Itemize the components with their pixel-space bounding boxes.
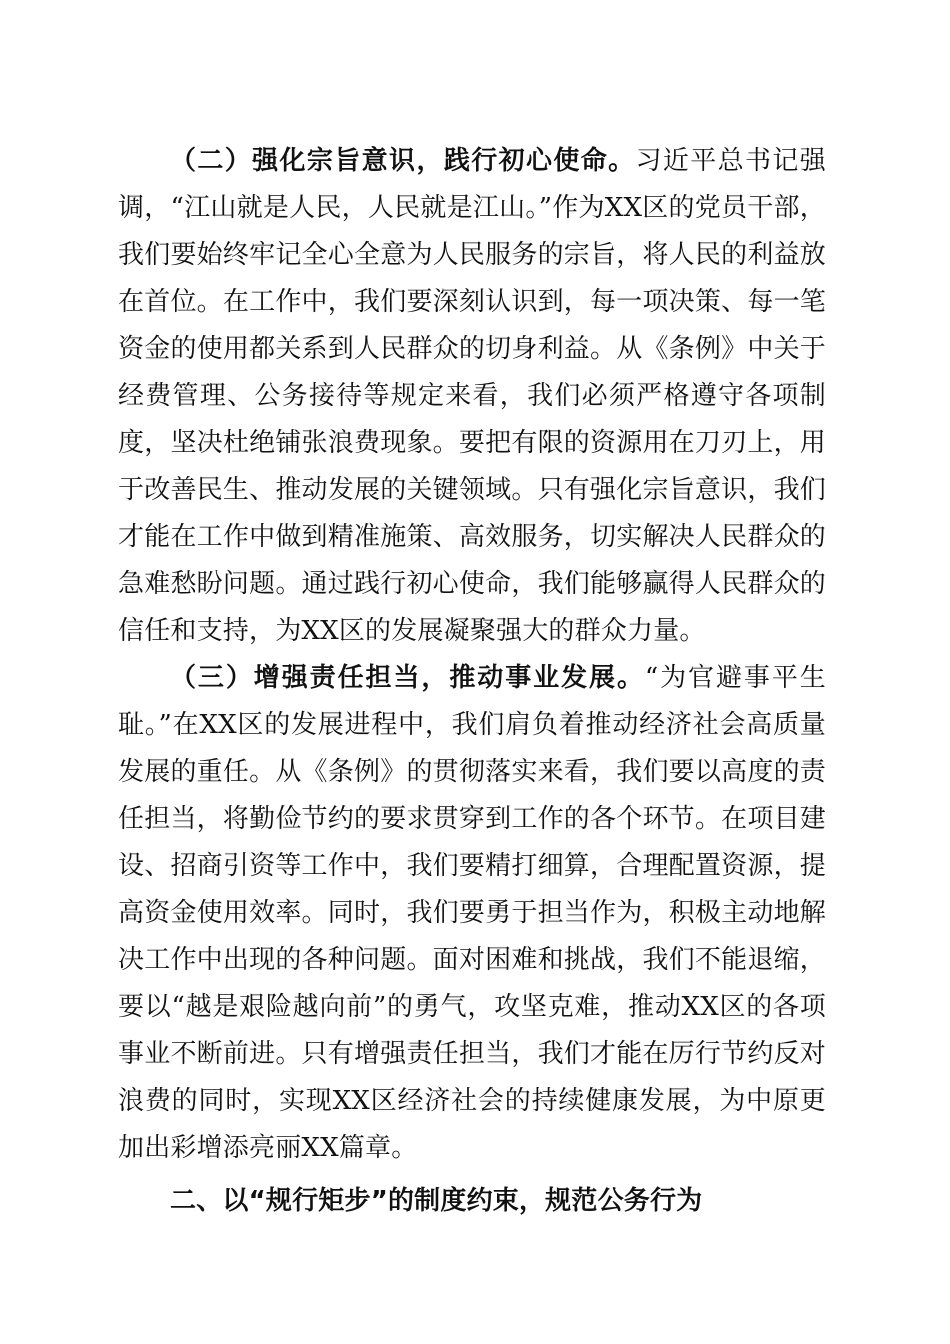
paragraph-text: “为官避事平生耻。”在XX区的发展进程中，我们肩负着推动经济社会高质量发展的重任。从《条例》的贯彻落实来看，我们要以高度的责任担当，将勤俭节约的要求贯穿到工作的各个环节。在项目建设、招商引资等工作中，我们要精打细算，合理配置资源，提高资金使用效率。同时，我们要勇于担当作为，积极主动地解决工作中出现的各种问题。面对困难和挑战，我们不能退缩，要以“越是艰险越向前”的勇气，攻坚克难，推动XX区的各项事业不断前进。只有增强责任担当，我们才能在厉行节约反对浪费的同时，实现XX区经济社会的持续健康发展，为中原更加出彩增添亮丽XX篇章。	[118, 663, 826, 1163]
paragraph-text: 习近平总书记强调，“江山就是人民，人民就是江山。”作为XX区的党员干部，我们要始终牢记全心全意为人民服务的宗旨，将人民的利益放在首位。在工作中，我们要深刻认识到，每一项决策、每一笔资金的使用都关系到人民群众的切身利益。从《条例》中关于经费管理、公务接待等规定来看，我们必须严格遵守各项制度，坚决杜绝铺张浪费现象。要把有限的资源用在刀刃上，用于改善民生、推动发展的关键领域。只有强化宗旨意识，我们才能在工作中做到精准施策、高效服务，切实解决人民群众的急难愁盼问题。通过践行初心使命，我们能够赢得人民群众的信任和支持，为XX区的发展凝聚强大的群众力量。	[118, 146, 826, 646]
paragraph-strengthen-purpose	[118, 138, 826, 655]
paragraph-enhance-responsibility	[118, 655, 826, 1172]
paragraph-heading: （三）增强责任担当，推动事业发展。	[170, 663, 645, 693]
document-body	[118, 138, 826, 1225]
section-heading: 二、以“规行矩步”的制度约束，规范公务行为	[170, 1186, 703, 1216]
paragraph-heading: （二）强化宗旨意识，践行初心使命。	[170, 146, 636, 176]
